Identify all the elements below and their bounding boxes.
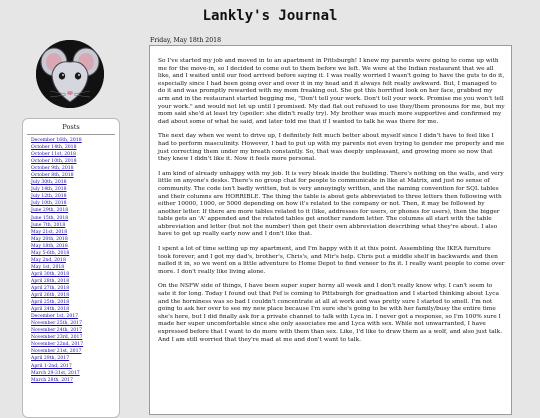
list-item bbox=[31, 186, 119, 193]
list-item bbox=[31, 257, 119, 264]
list-item bbox=[31, 370, 119, 377]
post-link[interactable]: April 29th, 2017 bbox=[31, 356, 70, 362]
post-link[interactable]: April 1-2nd, 2017 bbox=[31, 363, 72, 369]
list-item bbox=[31, 334, 119, 341]
post-link[interactable]: April 25th, 2018 bbox=[31, 300, 70, 306]
list-item bbox=[31, 377, 119, 384]
avatar bbox=[36, 40, 104, 108]
list-item bbox=[31, 355, 119, 362]
list-item bbox=[31, 215, 119, 222]
posts-sidebar bbox=[22, 118, 120, 418]
list-item bbox=[31, 264, 119, 271]
post-link[interactable]: April 30th, 2018 bbox=[31, 271, 70, 277]
post-link[interactable]: March 29-31st, 2017 bbox=[31, 370, 80, 376]
post-link[interactable]: April 28th, 2018 bbox=[31, 278, 70, 284]
post-link[interactable]: October 10th, 2018 bbox=[31, 159, 77, 165]
post-link[interactable]: June 7th, 2018 bbox=[31, 222, 66, 228]
list-item bbox=[31, 137, 119, 144]
post-date: Friday, May 18th 2018 bbox=[150, 37, 222, 44]
list-item bbox=[31, 313, 119, 320]
post-link[interactable]: May 5-6th, 2018 bbox=[31, 250, 70, 256]
list-item bbox=[31, 158, 119, 165]
list-item bbox=[31, 306, 119, 313]
list-item bbox=[31, 207, 119, 214]
post-link[interactable]: November 21st, 2017 bbox=[31, 349, 82, 355]
list-item bbox=[31, 151, 119, 158]
post-link[interactable]: May 21st, 2018 bbox=[31, 229, 68, 235]
post-body bbox=[149, 45, 512, 415]
post-link[interactable]: May 18th, 2018 bbox=[31, 243, 68, 249]
list-item bbox=[31, 243, 119, 250]
list-item bbox=[31, 165, 119, 172]
post-link[interactable]: June 15th, 2018 bbox=[31, 215, 69, 221]
list-item bbox=[31, 363, 119, 370]
list-item bbox=[31, 179, 119, 186]
post-link[interactable]: November 22nd, 2017 bbox=[31, 342, 84, 348]
post-link[interactable]: October 9th, 2018 bbox=[31, 166, 74, 172]
post-paragraph: The next day when we went to drive up, I definitely felt much better about myself since I didn't have to feel like I had to perform masculinity. However, I had to put up with my parents not even trying to gender me properly and me just correcting them under my breath constantly. So, that was deeply unpleasant, and growing more so now that they knew I didn't like it. Now it feels more personal. bbox=[158, 133, 505, 163]
post-paragraph: I spent a lot of time setting up my apartment, and I'm happy with it at this point. Assembling the IKEA furniture took forever, and I got my dad's, brother's, Chris's, and Mir's help. Chris put a middle shelf in backwards and then nailed it in, so we went on a little adventure to Home Depot to find veneer to fix it. I really want people to come over more. I don't really like living alone. bbox=[158, 246, 505, 275]
post-link[interactable]: December 16th, 2018 bbox=[31, 138, 82, 143]
list-item bbox=[31, 278, 119, 285]
post-link[interactable]: December 1st, 2017 bbox=[31, 314, 79, 320]
post-link[interactable]: April 24th, 2018 bbox=[31, 307, 70, 313]
list-item bbox=[31, 144, 119, 151]
list-item bbox=[31, 250, 119, 257]
post-link[interactable]: October 8th, 2018 bbox=[31, 173, 74, 179]
list-item bbox=[31, 348, 119, 355]
post-link[interactable]: June 29th, 2018 bbox=[31, 208, 69, 214]
post-link[interactable]: November 24th, 2017 bbox=[31, 328, 83, 334]
post-paragraph: On the NSFW side of things, I have been super super horny all week and I don't really know why. I can't seem to sate it for long. Today I found out that Fef is coming to Pittsburgh for graduation and I started thinking about Lyca and the horniness was so bad I couldn't concentrate at all at work and was pretty sure I started to smell. I'm not going to ask her over to see my new place because I'm sure she's going to be with her family/busy the entire time she's here, but I did finally ask for a private channel to talk with Lyca in. I never got a response, so I'm 100% sure I made her super uncomfortable since she only associates me and Lyca with sex. While not unwarranted, I have expressed before that I want to do more with them than sex. Like, I'd like to draw them as a wolf, and also just talk. And I am still worried that they're mad at me and don't want to talk. bbox=[158, 283, 503, 343]
list-item bbox=[31, 299, 119, 306]
post-link[interactable]: May 1st, 2018 bbox=[31, 264, 65, 270]
list-item bbox=[31, 200, 119, 207]
list-item bbox=[31, 292, 119, 299]
post-link[interactable]: May 2nd, 2018 bbox=[31, 257, 66, 263]
post-link[interactable]: October 14th, 2018 bbox=[31, 145, 77, 151]
post-link[interactable]: March 28th, 2017 bbox=[31, 377, 73, 383]
post-link[interactable]: July 10th, 2018 bbox=[31, 201, 67, 207]
list-item bbox=[31, 341, 119, 348]
list-item bbox=[31, 271, 119, 278]
post-link[interactable]: October 11st, 2018 bbox=[31, 152, 76, 158]
list-item bbox=[31, 193, 119, 200]
post-paragraph: I am kind of already unhappy with my job. It is very bleak inside the building. There's nothing on the walls, and very little on anyone's desks. There's no group chat for people to communicate in like at Matrix, and just no sense of community. The code isn't badly written, but is very annoyingly written, and the naming convention for SQL tables and their columns are HORRIBLE. The thing the table is about gets abbreviated to three letters then following with either 10000, 1000, or 5000 depending on how it's related to the company or not. Then, it may be followed by another letter. If there are more tables related to it (like, addresses for users, or phones for users), then the bigger table gets an 'A' appended and the related tables get another random letter. The columns all start with the table abbreviation and letter (but not the number) then get their own abbreviation describing what they're about. I also have to get up really early now and I don't like that. bbox=[158, 170, 504, 238]
post-link[interactable]: April 27th, 2018 bbox=[31, 285, 70, 291]
post-link[interactable]: November 23rd, 2017 bbox=[31, 335, 83, 341]
list-item bbox=[31, 172, 119, 179]
list-item bbox=[31, 236, 119, 243]
post-link[interactable]: July 12th, 2018 bbox=[31, 194, 67, 200]
posts-list bbox=[23, 137, 119, 384]
list-item bbox=[31, 229, 119, 236]
post-link[interactable]: July 30th, 2018 bbox=[31, 180, 67, 186]
post-link[interactable]: May 20th, 2018 bbox=[31, 236, 68, 242]
site-title: Lankly's Journal bbox=[202, 8, 338, 24]
post-link[interactable]: July 14th, 2018 bbox=[31, 187, 67, 193]
posts-heading: Posts bbox=[27, 119, 115, 135]
post-paragraph: So I've started my job and moved in to an apartment in Pittsburgh! I knew my parents were going to come up with me for the move-in, so I decided to come out to them before we left. We were at the Indian restaurant that we all like, and I waited until our food arrived before saying it. I was really worried I wasn't going to have the guts to do it, especially since I had been going over and over it in my head and it always felt really awkward. But, I managed to do it and was promptly rewarded with my mom freaking out. She got this horrified look on her face, grabbed my arm and in the restaurant started begging me, "Don't tell your work. Don't tell your work. Promise me you won't tell your work." and would not let up until I promised. My dad flat out refused to use they/them pronouns for me, but my mom said she'd at least try (spoiler: she didn't really try). My brother was much more supportive and confirmed my dad about some of what he said, and later told me that if I wanted to talk he was there for me. bbox=[158, 58, 505, 125]
post-link[interactable]: April 26th, 2018 bbox=[31, 293, 70, 299]
list-item bbox=[31, 320, 119, 327]
rat-icon bbox=[36, 40, 104, 108]
list-item bbox=[31, 222, 119, 229]
post-link[interactable]: November 25th, 2017 bbox=[31, 321, 83, 327]
list-item bbox=[31, 285, 119, 292]
list-item bbox=[31, 327, 119, 334]
